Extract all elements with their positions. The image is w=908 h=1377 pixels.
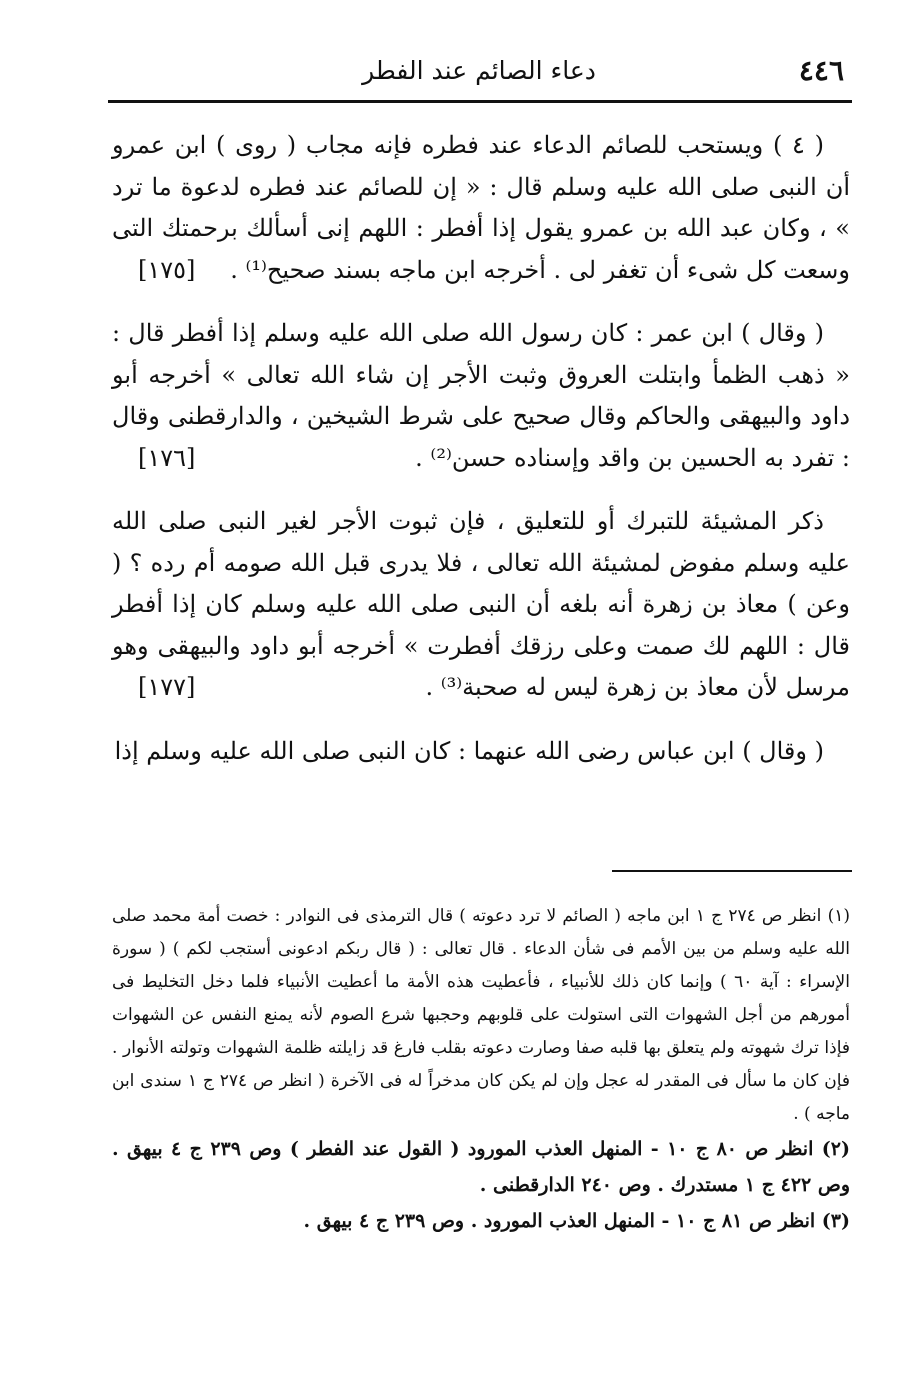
footnote-1: (١) انظر ص ٢٧٤ ج ١ ابن ماجه ( الصائم لا ترد دعوته ) قال الترمذى فى النوادر : خصت أمة محمد صلى الله عليه وسلم من بين الأمم فى شأن الدعاء . قال تعالى : ( قال ربكم ادعونى أستجب لكم ) ( سورة الإسراء : آية ٦٠ ) وإنما كان ذلك للأنبياء ، فأعطيت هذه الأمة ما أعطيت الأنبياء فلما دخل التخليط فى أمورهم من أجل الشهوات التى استولت على قلوبهم وحجبها شرع الصوم لأنه يمنع النفس عن الشهوات فإذا ترك شهوته ولم يتعلق بها قلبه صفا وصارت دعوته بقلب فارغ قد زايلته ظلمة الشهوات وتولته الأنوار . فإن كان ما سأل فى المقدر له عجل وإن لم يكن كان مدخراً له فى الآخرة ( انظر ص ٢٧٤ ج ١ سندى ابن ماجه ) . (112, 906, 851, 1124)
hadith-number: [١٧٦] (138, 443, 196, 472)
paragraph-2 (112, 313, 850, 479)
paragraph-4 (112, 731, 850, 773)
paragraph-1 (112, 125, 850, 291)
main-text (112, 125, 850, 794)
page-header (108, 52, 850, 96)
hadith-number: [١٧٧] (138, 673, 196, 701)
footnote-rule (612, 870, 852, 872)
footnotes (112, 900, 850, 1239)
running-title: دعاء الصائم عند الفطر (362, 56, 596, 85)
footnote-3: (٣) انظر ص ٨١ ج ١٠ - المنهل العذب المورود . وص ٢٣٩ ج ٤ بيهق . (303, 1210, 850, 1232)
paragraph-text: ( وقال ) ابن عباس رضى الله عنهما : كان النبى صلى الله عليه وسلم إذا (114, 736, 824, 765)
paragraph-text: ( وقال ) ابن عمر : كان رسول الله صلى الله عليه وسلم إذا أفطر قال : « ذهب الظمأ وابتلت العروق وثبت الأجر إن شاء الله تعالى » أخرجه أبو داود والبيهقى والحاكم وقال صحيح على شرط الشيخين ، والدارقطنى وقال : تفرد به الحسين بن واقد وإسناده حسن⁽²⁾ . (112, 319, 850, 472)
header-rule (108, 100, 852, 103)
footnote-2: (٢) انظر ص ٨٠ ج ١٠ - المنهل العذب المورود ( القول عند الفطر ) وص ٢٣٩ ج ٤ بيهق . وص ٤٢٢ ج ١ مستدرك . وص ٢٤٠ الدارقطنى . (112, 1138, 850, 1196)
paragraph-text: ( ٤ ) ويستحب للصائم الدعاء عند فطره فإنه مجاب ( روى ) ابن عمرو أن النبى صلى الله عليه وسلم قال : « إن للصائم عند فطره لدعوة ما ترد » ، وكان عبد الله بن عمرو يقول إذا أفطر : اللهم إنى أسألك برحمتك التى وسعت كل شىء أن تغفر لى . أخرجه ابن ماجه بسند صحيح⁽¹⁾ . (112, 131, 850, 284)
page-number: ٤٤٦ (798, 54, 844, 87)
paragraph-3 (112, 501, 850, 709)
paragraph-text: ذكر المشيئة للتبرك أو للتعليق ، فإن ثبوت الأجر لغير النبى صلى الله عليه وسلم مفوض لمشيئة الله تعالى ، فلا يدرى قبل الله صومه أم رده ؟ ( وعن ) معاذ بن زهرة أنه بلغه أن النبى صلى الله عليه وسلم كان إذا أفطر قال : اللهم لك صمت وعلى رزقك أفطرت » أخرجه أبو داود والبيهقى وهو مرسل لأن معاذ بن زهرة ليس له صحبة⁽³⁾ . (112, 507, 850, 701)
hadith-number: [١٧٥] (138, 255, 196, 284)
